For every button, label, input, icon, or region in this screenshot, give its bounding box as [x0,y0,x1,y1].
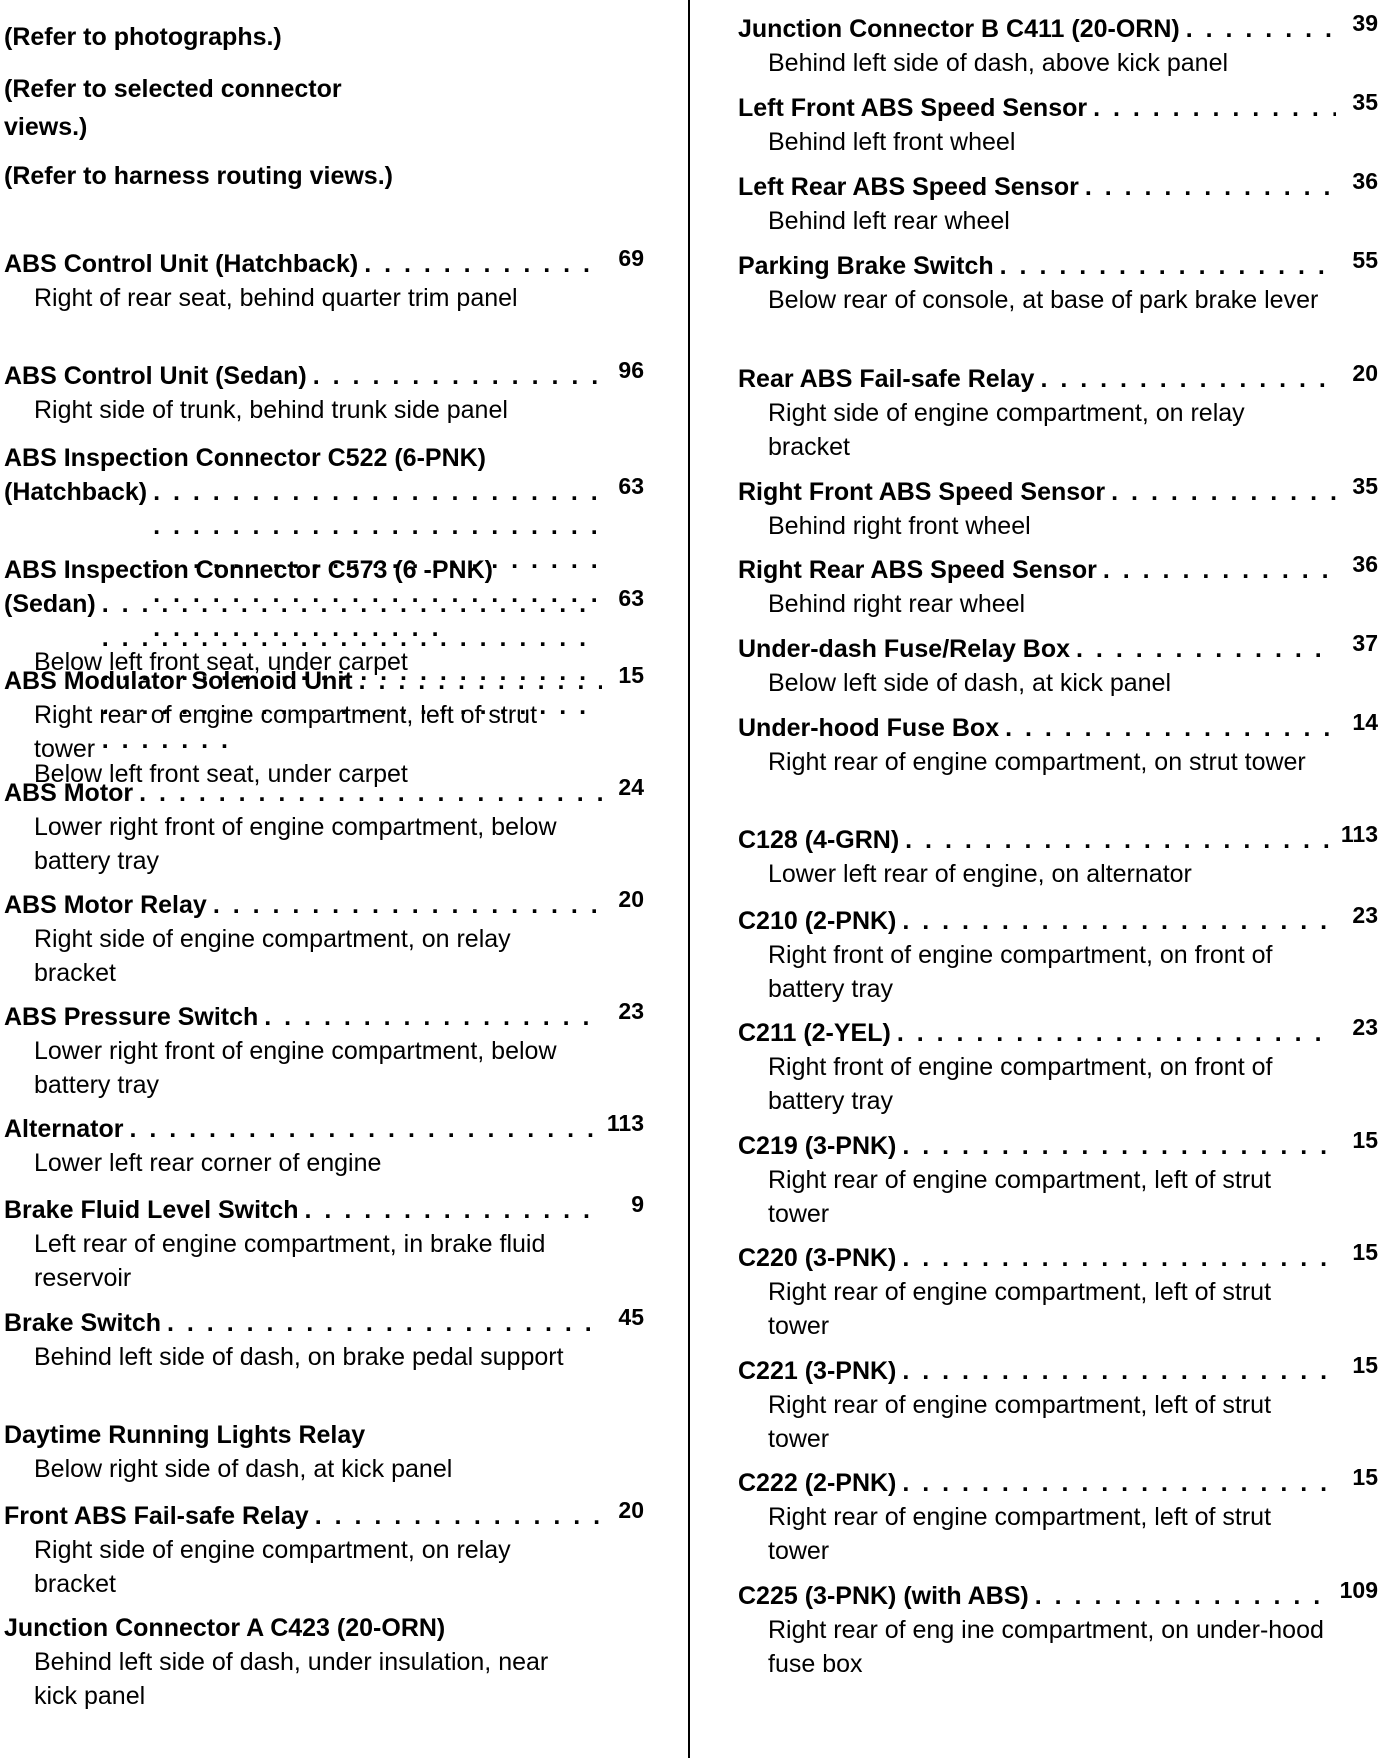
entry-page: 113 [606,1110,644,1136]
list-item [738,1016,1378,1118]
entry-page: 36 [1352,551,1378,577]
entry-title: ABS Modulator Solenoid Unit [4,667,353,695]
entry-page: 20 [618,886,644,912]
entry-location: Right side of trunk, behind trunk side panel [34,396,508,424]
entry-page: 23 [1352,1014,1378,1040]
entry-title: C211 (2-YEL) [738,1019,891,1047]
entry-page: 63 [618,585,644,611]
entry-page: 35 [1352,473,1378,499]
entry-page: 109 [1339,1577,1378,1603]
list-item [4,1000,644,1102]
entry-title: C219 (3-PNK) [738,1132,897,1160]
list-item [738,475,1378,543]
entry-title: ABS Control Unit (Hatchback) [4,250,359,278]
entry-location: Right front of engine compartment, on front of battery tray [768,941,1273,1003]
entry-title: ABS Motor [4,779,134,807]
entry-title: Junction Connector A C423 (20-ORN) [4,1614,446,1642]
entry-title: Rear ABS Fail-safe Relay [738,365,1035,393]
entry-title: C225 (3-PNK) (with ABS) [738,1582,1029,1610]
entry-title: Daytime Running Lights Relay [4,1421,366,1449]
note-connector-views: (Refer to selected connector views.) [4,75,342,141]
entry-page: 24 [618,774,644,800]
list-item [738,553,1378,621]
entry-location: Below left front seat, under carpet [34,760,408,788]
entry-page: 69 [618,245,644,271]
entry-page: 39 [1352,10,1378,36]
list-item [738,711,1378,779]
note-harness-routing: (Refer to harness routing views.) [4,162,393,190]
list-item [4,1306,644,1374]
entry-location: Lower right front of engine compartment, below battery tray [34,813,557,875]
entry-title: Under-dash Fuse/Relay Box [738,635,1071,663]
entry-location: Left rear of engine compartment, in brake fluid reservoir [34,1230,546,1292]
entry-location: Right rear of eng ine compartment, on under-hood fuse box [768,1616,1324,1678]
list-item [4,359,644,427]
entry-location: Right rear of engine compartment, left of strut tower [34,701,538,763]
entry-page: 55 [1352,247,1378,273]
entry-location: Below left side of dash, at kick panel [768,669,1172,697]
entry-page: 15 [618,662,644,688]
entry-location: Right rear of engine compartment, on strut tower [768,748,1306,776]
note-photographs: (Refer to photographs.) [4,23,282,51]
entry-title: ABS Inspection Connector C522 (6-PNK) [4,444,487,472]
entry-title: Front ABS Fail-safe Relay [4,1502,309,1530]
entry-page: 37 [1352,630,1378,656]
entry-location: Behind left side of dash, under insulation, near kick panel [34,1648,549,1710]
column-divider [688,0,690,1758]
list-item [4,1611,644,1713]
entry-title-cont: (Sedan) [4,590,96,618]
entry-page: 36 [1352,168,1378,194]
list-item [738,170,1378,238]
entry-page: 35 [1352,89,1378,115]
entry-location: Below right side of dash, at kick panel [34,1455,453,1483]
entry-page: 15 [1352,1127,1378,1153]
entry-title: ABS Motor Relay [4,891,207,919]
list-item [4,888,644,990]
list-item [738,12,1378,80]
list-item [738,1579,1378,1681]
list-item [738,1129,1378,1231]
entry-title: Brake Switch [4,1309,162,1337]
list-item [4,1193,644,1295]
entry-page: 15 [1352,1239,1378,1265]
entry-page: 9 [631,1191,644,1217]
entry-title: ABS Pressure Switch [4,1003,259,1031]
entry-location: Lower left rear of engine, on alternator [768,860,1192,888]
entry-location: Right side of engine compartment, on relay bracket [768,399,1245,461]
entry-location: Right rear of engine compartment, left of strut tower [768,1166,1272,1228]
entry-location: Behind right front wheel [768,512,1031,540]
list-item [4,664,644,766]
entry-title: Right Rear ABS Speed Sensor [738,556,1097,584]
entry-title: ABS Control Unit (Sedan) [4,362,307,390]
list-item [738,1354,1378,1456]
entry-page: 63 [618,473,644,499]
list-item [738,362,1378,464]
entry-page: 15 [1352,1352,1378,1378]
entry-page: 23 [1352,902,1378,928]
list-item [4,776,644,878]
entry-location: Lower left rear corner of engine [34,1149,382,1177]
list-item [738,249,1378,317]
entry-title: ABS Inspection Connector C573 (6 -PNK) [4,556,493,584]
entry-title: Left Rear ABS Speed Sensor [738,173,1079,201]
entry-title: C220 (3-PNK) [738,1244,897,1272]
entry-location: Right of rear seat, behind quarter trim panel [34,284,518,312]
list-item [4,1499,644,1601]
entry-page: 96 [618,357,644,383]
list-item [4,1418,644,1486]
list-item [738,91,1378,159]
entry-page: 23 [618,998,644,1024]
entry-title: C222 (2-PNK) [738,1469,897,1497]
entry-page: 20 [618,1497,644,1523]
entry-location: Right front of engine compartment, on front of battery tray [768,1053,1273,1115]
entry-location: Right rear of engine compartment, left of strut tower [768,1391,1272,1453]
list-item [4,1112,644,1180]
entry-location: Right rear of engine compartment, left of strut tower [768,1278,1272,1340]
entry-page: 15 [1352,1464,1378,1490]
entry-location: Behind left side of dash, on brake pedal support [34,1343,564,1371]
entry-location: Behind right rear wheel [768,590,1026,618]
entry-title: Under-hood Fuse Box [738,714,1000,742]
entry-location: Lower right front of engine compartment, below battery tray [34,1037,557,1099]
list-item [738,1241,1378,1343]
entry-page: 20 [1352,360,1378,386]
entry-location: Behind left rear wheel [768,207,1010,235]
entry-title: C210 (2-PNK) [738,907,897,935]
entry-location: Below rear of console, at base of park brake lever [768,286,1319,314]
entry-location: Right rear of engine compartment, left of strut tower [768,1503,1272,1565]
entry-title: Junction Connector B C411 (20-ORN) [738,15,1180,43]
entry-title: Left Front ABS Speed Sensor [738,94,1088,122]
entry-location: Right side of engine compartment, on relay bracket [34,925,511,987]
entry-title: Alternator [4,1115,124,1143]
list-item [738,1466,1378,1568]
list-item [738,904,1378,1006]
entry-page: 45 [618,1304,644,1330]
entry-page: 113 [1340,821,1378,847]
entry-location: Below left front seat, under carpet [34,648,408,676]
entry-title: C221 (3-PNK) [738,1357,897,1385]
entry-title: Parking Brake Switch [738,252,994,280]
entry-title-cont: (Hatchback) [4,478,148,506]
entry-location: Behind left side of dash, above kick panel [768,49,1229,77]
entry-location: Behind left front wheel [768,128,1016,156]
entry-title: Right Front ABS Speed Sensor [738,478,1106,506]
entry-title: Brake Fluid Level Switch [4,1196,299,1224]
entry-location: Right side of engine compartment, on relay bracket [34,1536,511,1598]
list-item [4,247,644,315]
entry-page: 14 [1352,709,1378,735]
list-item [738,823,1378,891]
list-item [738,632,1378,700]
entry-title: C128 (4-GRN) [738,826,900,854]
